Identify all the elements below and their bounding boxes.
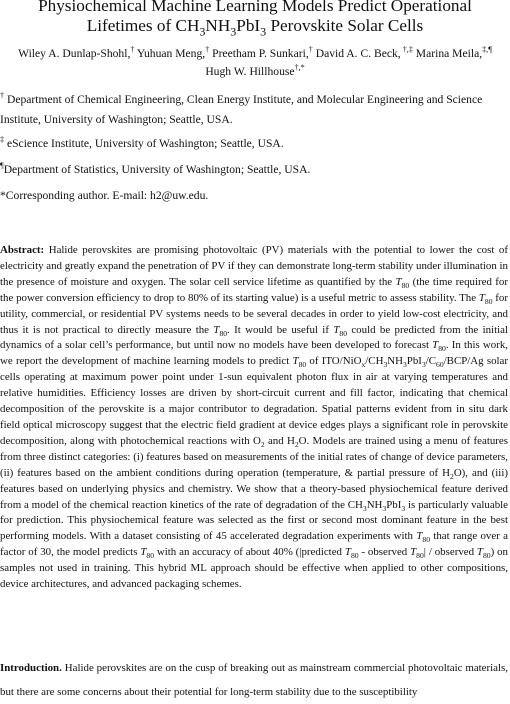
abstract-text: /C [425,355,437,368]
affiliation-2 [0,134,506,154]
title-part: PbI [236,16,261,35]
author-name: Preetham P. Sunkari, [209,47,309,60]
affiliation-text: Department of Statistics, University of Washington; Seattle, USA. [3,163,311,176]
t80-symbol: T [432,339,439,352]
corresponding-author [0,186,506,206]
author-mark: †,‡ [400,45,413,55]
affiliation-text: Department of Chemical Engineering, Clean Energy Institute, and Molecular Engineering and Science Institute, University of Washington; Seattle, USA. [0,93,483,126]
author-mark: ‡,¶ [482,45,492,55]
abstract-text: Halide perovskites are promising photovoltaic (PV) materials with the potential to lower the cost of electricity and greatly expand the penetration of PV if they can demonstrate long-term stability under illumination in the presence of moisture and oxygen. The solar cell service lifetime as quantified by the [0,244,508,288]
author-mark: † [308,45,313,55]
abstract-text: | / observed [423,546,477,559]
t80-sub: 80 [298,360,307,370]
abstract-text: NH [387,355,403,368]
introduction [0,656,508,704]
affiliation-mark: † [0,91,5,101]
formula-sub: 3 [421,360,426,370]
t80-symbol: T [476,546,483,559]
author-name: Marina Meila, [412,47,483,60]
formula-sub: 2 [260,440,265,450]
formula-sub: 2 [294,440,299,450]
t80-sub: 80 [422,535,430,545]
t80-symbol: T [344,546,351,559]
affiliation-text: Corresponding author. E-mail: h2@uw.edu. [5,189,209,202]
formula-sub: 3 [383,360,388,370]
abstract-text: . In this work, we report the development of machine learning models to predict [0,339,508,368]
affiliation-mark: ¶ [0,161,4,171]
t80-symbol: T [478,291,485,304]
title-part: NH [205,16,231,35]
author-mark: † [205,45,210,55]
t80-sub: 80 [350,551,359,561]
introduction-text: Halide perovskites are on the cusp of breaking out as mainstream commercial photovoltaic materials, but there are some concerns about their potential for long-term stability due to the susceptibility [0,662,508,698]
t80-symbol: T [292,355,299,368]
author-name: Yuhuan Meng, [134,47,206,60]
formula-sub: 3 [382,503,387,513]
t80-sub: 80 [416,551,424,561]
affiliation-mark: ‡ [0,135,5,145]
abstract-text: PbI [386,498,402,511]
author-list [18,45,492,81]
abstract-text: ) on samples not used in training. This hybrid ML approach should be effective when applied to other compositions, device architectures, and advanced packaging schemes. [0,546,508,591]
abstract-text: (the time required for the power conversion efficiency to drop to 80% of its starting value) is a useful metric to assess stability. The [0,275,508,304]
t80-symbol: T [213,323,220,336]
title-part: Perovskite Solar Cells [266,16,424,35]
t80-symbol: T [333,323,340,336]
t80-sub: 80 [401,280,410,290]
t80-symbol: T [140,546,147,559]
introduction-label: Introduction. [0,662,62,674]
formula-sub: 3 [401,503,406,513]
affiliation-1 [0,90,506,130]
title-part: Lifetimes of CH [86,16,200,35]
title-sub: 3 [260,24,267,39]
abstract-text: that range over a factor of 30, the model predicts [0,530,508,559]
t80-symbol: T [416,530,423,543]
title-sub: 3 [230,24,237,39]
t80-sub: 80 [484,296,493,306]
author-mark: † [130,45,135,55]
t80-sub: 80 [438,344,446,354]
author-name: Hugh W. Hillhouse [205,65,295,78]
abstract-text: /BCP/Ag solar cells operating at maximum power point under 1-sun equivalent photon flux in air at varying temperatures and relative humidities. Efficiency losses are driven by short-circuit current and fill factor, indicating that chemical decomposition of the perovskite is a major contributor to degradation. Spatial patterns evident from in situ dark field optical microscopy suggest that the electric field gradient at device edges plays a significant role in perovskite decomposition, along with photochemical reactions with O [0,355,509,447]
affiliation-text: eScience Institute, University of Washington; Seattle, USA. [4,137,284,150]
abstract-text: - observed [358,546,411,559]
formula-sub: x [361,360,366,370]
abstract-text: . It would be useful if [227,323,334,336]
t80-sub: 80 [219,328,228,338]
abstract-label: Abstract: [0,244,45,256]
formula-sub: 2 [450,471,454,481]
abstract-text: and H [264,434,295,447]
t80-symbol: T [395,275,402,288]
author-name: Wiley A. Dunlap-Shohl, [18,47,131,60]
abstract-text: could be predicted from the initial dynamics of a solar cell’s performance, but until now no models have been developed to forecast [0,323,508,352]
affiliation-3 [0,160,506,180]
t80-sub: 80 [339,328,347,338]
abstract-text: O. Models are trained using a menu of features from three distinct categories: (i) features based on measurements of the initial rates of change of device parameters, (ii) features based on the ambient conditions during operation (temperature, & partial pressure of H [0,434,508,479]
abstract-text: PbI [406,355,422,368]
formula-sub: 3 [362,503,367,513]
author-mark: †,* [294,63,305,73]
affiliation-mark: * [0,189,6,202]
abstract-text: O), and (iii) features based on underlying physics and chemistry. We show that a theory-based physiochemical feature derived from a model of the chemical reaction kinetics of the rate of degradation of the CH [0,466,508,511]
abstract-text: is particularly valuable for prediction. This physiochemical feature was selected as the first or second most dominant feature in the best performing models. With a dataset consisting of 45 accelerated degradation experiments with [0,498,509,543]
t80-symbol: T [410,546,417,559]
author-name: David A. C. Beck, [312,47,401,60]
formula-sub: 3 [402,360,407,370]
t80-sub: 80 [482,551,491,561]
abstract-text: NH [366,498,383,511]
formula-sub: 60 [436,360,444,370]
t80-sub: 80 [146,551,154,561]
paper-title [20,0,490,39]
title-sub: 3 [199,24,206,39]
abstract-text: with an accuracy of about 40% (|predicted [154,546,345,559]
title-line-1: Physiochemical Machine Learning Models Predict Operational [38,0,472,15]
abstract [0,243,508,593]
abstract-text: of ITO/NiO [306,355,362,368]
abstract-text: /CH [365,355,384,368]
abstract-text: for utility, commercial, or residential PV systems needs to be several decades in order to yield low-cost electricity, and thus it is not practical to directly measure the [0,291,508,336]
